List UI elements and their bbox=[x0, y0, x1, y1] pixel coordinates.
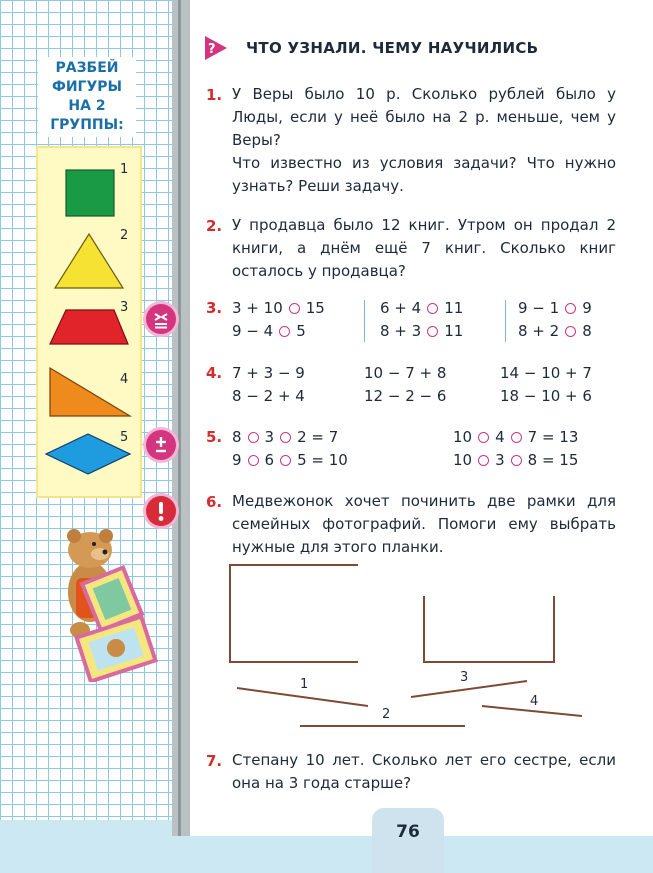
green-square-icon bbox=[66, 170, 114, 216]
shape-number: 5 bbox=[120, 430, 129, 445]
plus-minus-icon bbox=[146, 430, 176, 460]
expr-right: 5 bbox=[296, 322, 306, 340]
expr-left: 9 − 1 bbox=[518, 299, 560, 317]
frame-left bbox=[230, 565, 358, 662]
task-1-text: У Веры было 10 р. Сколько рублей было у Люды, если у неё было на 2 р. меньше, чем у Веры? bbox=[232, 85, 616, 149]
sign-circle[interactable] bbox=[280, 432, 291, 443]
task-number: 3. bbox=[206, 299, 223, 317]
task-number: 4. bbox=[206, 364, 223, 382]
comparison-expr bbox=[380, 299, 463, 317]
expr-left: 9 − 4 bbox=[232, 322, 274, 340]
answer-circle[interactable] bbox=[289, 303, 300, 314]
shape-number: 1 bbox=[120, 162, 129, 177]
operand: 9 bbox=[232, 451, 242, 469]
svg-text:?: ? bbox=[208, 42, 216, 57]
sign-circle[interactable] bbox=[511, 455, 522, 466]
comparison-expr bbox=[380, 322, 463, 340]
shapes-panel bbox=[36, 146, 142, 498]
result: = 7 bbox=[311, 428, 339, 446]
fill-signs-expr bbox=[232, 451, 348, 469]
frames-and-planks-diagram bbox=[220, 560, 640, 740]
answer-circle[interactable] bbox=[427, 326, 438, 337]
sign-circle[interactable] bbox=[478, 455, 489, 466]
result: = 13 bbox=[541, 428, 579, 446]
comparison-expr bbox=[232, 299, 325, 317]
bear-with-photo-frames-icon bbox=[50, 522, 170, 682]
page-divider-line bbox=[178, 0, 181, 836]
plank-label: 4 bbox=[530, 694, 539, 709]
orange-right-triangle-icon bbox=[50, 368, 130, 416]
yellow-triangle-icon bbox=[55, 234, 123, 288]
task-number: 1. bbox=[206, 86, 223, 104]
expr-left: 8 + 3 bbox=[380, 322, 422, 340]
sign-circle[interactable] bbox=[248, 432, 259, 443]
question-marker-icon bbox=[205, 36, 227, 60]
operand: 7 bbox=[527, 428, 538, 446]
result: = 15 bbox=[541, 451, 579, 469]
task-7-text: Степану 10 лет. Сколько лет его сестре, если она на 3 года старше? bbox=[232, 751, 616, 792]
operand: 2 bbox=[297, 428, 307, 446]
operand: 5 bbox=[297, 451, 307, 469]
fill-signs-expr bbox=[453, 451, 578, 469]
sign-circle[interactable] bbox=[248, 455, 259, 466]
fill-signs-expr bbox=[232, 428, 338, 446]
sidebar-title-line: ГРУППЫ: bbox=[50, 117, 124, 133]
expression: 12 − 2 − 6 bbox=[364, 387, 447, 405]
red-trapezoid-icon bbox=[50, 310, 128, 344]
plank-3 bbox=[411, 681, 527, 697]
fill-signs-expr bbox=[453, 428, 578, 446]
sidebar-title-line: РАЗБЕЙ bbox=[55, 60, 119, 76]
expr-right: 8 bbox=[582, 322, 592, 340]
sidebar-task-title bbox=[38, 57, 136, 137]
comparison-expr bbox=[232, 322, 306, 340]
expression: 10 − 7 + 8 bbox=[364, 364, 447, 382]
exclamation-icon bbox=[146, 496, 176, 526]
expr-left: 6 + 4 bbox=[380, 299, 422, 317]
operand: 3 bbox=[495, 451, 505, 469]
plank-label: 3 bbox=[460, 670, 469, 685]
shape-number: 3 bbox=[120, 300, 129, 315]
sidebar-title-line: НА 2 bbox=[68, 98, 106, 114]
expr-right: 15 bbox=[305, 299, 325, 317]
plank-label: 1 bbox=[300, 677, 309, 692]
page-number: 76 bbox=[396, 822, 420, 842]
column-divider bbox=[364, 300, 365, 342]
blue-rhombus-icon bbox=[46, 434, 130, 474]
operand: 8 bbox=[527, 451, 538, 469]
sign-circle[interactable] bbox=[280, 455, 291, 466]
operand: 4 bbox=[495, 428, 505, 446]
answer-circle[interactable] bbox=[565, 326, 576, 337]
shape-number: 2 bbox=[120, 228, 129, 243]
page-title: ЧТО УЗНАЛИ. ЧЕМУ НАУЧИЛИСЬ bbox=[246, 39, 539, 57]
comparison-expr bbox=[518, 322, 592, 340]
expr-right: 9 bbox=[582, 299, 592, 317]
frame-right bbox=[424, 596, 554, 662]
task-number: 7. bbox=[206, 752, 223, 770]
answer-circle[interactable] bbox=[279, 326, 290, 337]
task-2-text: У продавца было 12 книг. Утром он продал 2 книги, а днём ещё 7 книг. Сколько книг осталось у продавца? bbox=[232, 216, 616, 280]
column-divider bbox=[505, 300, 506, 342]
expression: 18 − 10 + 6 bbox=[500, 387, 592, 405]
operand: 10 bbox=[453, 451, 473, 469]
page-divider bbox=[172, 0, 190, 836]
answer-circle[interactable] bbox=[565, 303, 576, 314]
operand: 6 bbox=[264, 451, 275, 469]
task-number: 6. bbox=[206, 493, 223, 511]
operand: 8 bbox=[232, 428, 242, 446]
answer-circle[interactable] bbox=[427, 303, 438, 314]
expr-left: 8 + 2 bbox=[518, 322, 560, 340]
expression: 7 + 3 − 9 bbox=[232, 364, 305, 382]
task-1-question: Что известно из условия задачи? Что нужно узнать? Реши задачу. bbox=[232, 154, 616, 195]
operand: 10 bbox=[453, 428, 473, 446]
sign-circle[interactable] bbox=[511, 432, 522, 443]
result: = 10 bbox=[311, 451, 348, 469]
expression: 14 − 10 + 7 bbox=[500, 364, 592, 382]
expression: 8 − 2 + 4 bbox=[232, 387, 305, 405]
comparison-expr bbox=[518, 299, 592, 317]
shape-number: 4 bbox=[120, 372, 129, 387]
sidebar-title-line: ФИГУРЫ bbox=[51, 79, 123, 95]
sign-circle[interactable] bbox=[478, 432, 489, 443]
task-number: 2. bbox=[206, 217, 223, 235]
task-number: 5. bbox=[206, 428, 223, 446]
expr-right: 11 bbox=[444, 322, 464, 340]
expr-right: 11 bbox=[444, 299, 464, 317]
compare-signs-icon bbox=[146, 304, 176, 334]
expr-left: 3 + 10 bbox=[232, 299, 283, 317]
operand: 3 bbox=[264, 428, 275, 446]
task-6-text: Медвежонок хочет починить две рамки для семейных фотографий. Помоги ему выбрать нужные для этого планки. bbox=[232, 492, 616, 556]
plank-label: 2 bbox=[382, 707, 391, 722]
